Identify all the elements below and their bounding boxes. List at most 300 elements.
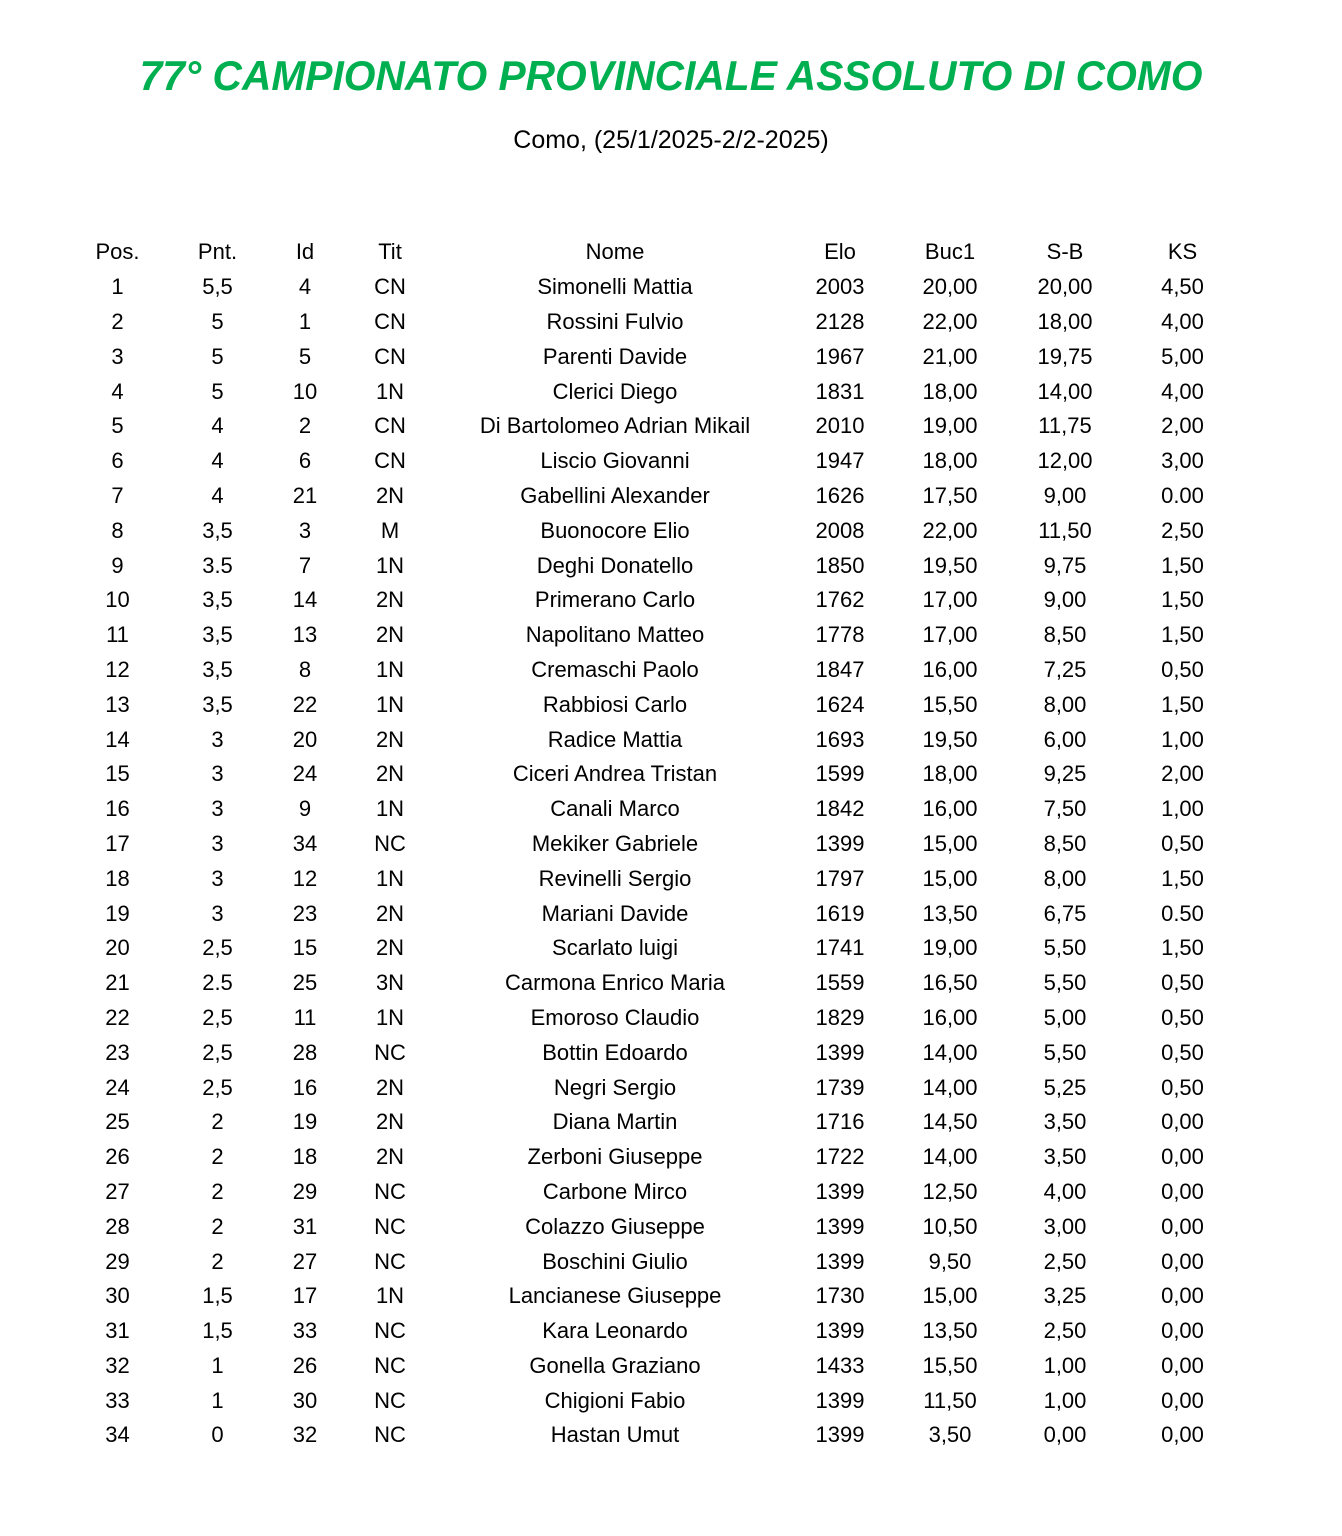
cell-id: 33 (292, 1318, 318, 1344)
cell-sb: 9,25 (1043, 761, 1087, 787)
cell-pnt: 3 (211, 761, 224, 787)
table-row (65, 1105, 1250, 1140)
cell-nome: Diana Martin (552, 1109, 678, 1135)
cell-buc1: 22,00 (922, 308, 978, 334)
cell-tit: CN (374, 274, 406, 300)
cell-tit: 2N (375, 726, 405, 752)
cell-nome: Parenti Davide (542, 343, 688, 369)
cell-pnt: 3 (211, 796, 224, 822)
cell-pnt: 4 (211, 413, 224, 439)
cell-elo: 1693 (815, 726, 865, 752)
cell-pos: 16 (105, 796, 130, 822)
page-title: 77° CAMPIONATO PROVINCIALE ASSOLUTO DI COMO (139, 52, 1203, 99)
cell-pnt: 1,5 (202, 1283, 233, 1309)
cell-nome: Boschini Giulio (542, 1248, 688, 1274)
cell-tit: NC (374, 1178, 406, 1204)
cell-nome: Bottin Edoardo (542, 1039, 688, 1065)
cell-id: 16 (292, 1074, 318, 1100)
cell-elo: 1599 (815, 761, 865, 787)
table-row (65, 409, 1250, 444)
table-row (65, 305, 1250, 340)
cell-buc1: 12,50 (922, 1178, 978, 1204)
cell-id: 17 (292, 1283, 318, 1309)
cell-sb: 9,00 (1043, 587, 1087, 613)
cell-buc1: 14,50 (922, 1109, 978, 1135)
cell-elo: 1847 (815, 656, 865, 682)
table-row (65, 1314, 1250, 1349)
cell-pnt: 3 (211, 900, 224, 926)
cell-pnt: 2 (211, 1109, 224, 1135)
cell-nome: Rossini Fulvio (546, 308, 684, 334)
cell-buc1: 16,50 (922, 970, 978, 996)
cell-pos: 31 (105, 1318, 130, 1344)
cell-ks: 5,00 (1161, 343, 1204, 369)
cell-buc1: 3,50 (928, 1422, 972, 1448)
cell-buc1: 21,00 (922, 343, 978, 369)
event-location-dates: Como, (25/1/2025-2/2-2025) (513, 126, 829, 154)
cell-pnt: 3,5 (202, 622, 233, 648)
cell-pos: 26 (105, 1144, 130, 1170)
cell-tit: NC (374, 830, 406, 856)
cell-sb: 5,50 (1043, 970, 1087, 996)
cell-nome: Chigioni Fabio (544, 1387, 686, 1413)
cell-pos: 7 (111, 482, 124, 508)
cell-id: 13 (292, 622, 318, 648)
cell-pnt: 4 (211, 482, 224, 508)
cell-nome: Kara Leonardo (542, 1318, 688, 1344)
cell-pos: 11 (106, 622, 129, 648)
cell-sb: 5,25 (1043, 1074, 1087, 1100)
column-header-id: Id (295, 239, 315, 265)
cell-pnt: 3 (211, 830, 224, 856)
cell-pnt: 1 (211, 1352, 224, 1378)
cell-sb: 11,75 (1038, 413, 1092, 439)
cell-id: 32 (292, 1422, 318, 1448)
cell-pnt: 2 (211, 1213, 224, 1239)
table-row (65, 687, 1250, 722)
cell-pnt: 3,5 (202, 656, 233, 682)
cell-sb: 8,50 (1043, 830, 1087, 856)
cell-nome: Di Bartolomeo Adrian Mikail (479, 413, 751, 439)
cell-tit: 2N (375, 1144, 405, 1170)
table-row (65, 513, 1250, 548)
cell-pos: 10 (105, 587, 130, 613)
cell-ks: 0,00 (1161, 1387, 1204, 1413)
cell-pos: 13 (105, 691, 130, 717)
cell-tit: 2N (375, 1109, 405, 1135)
standings-table-header (65, 235, 1250, 270)
cell-tit: 2N (375, 622, 405, 648)
cell-elo: 1559 (815, 970, 865, 996)
cell-ks: 0,00 (1161, 1283, 1204, 1309)
cell-pnt: 3 (211, 865, 224, 891)
header-row (65, 235, 1250, 270)
cell-nome: Napolitano Matteo (525, 622, 705, 648)
cell-elo: 1842 (815, 796, 865, 822)
table-row (65, 896, 1250, 931)
cell-id: 1 (298, 308, 312, 334)
cell-ks: 0,50 (1161, 830, 1204, 856)
cell-tit: CN (374, 413, 406, 439)
cell-sb: 5,50 (1043, 1039, 1087, 1065)
cell-nome: Gabellini Alexander (520, 482, 710, 508)
cell-sb: 11,50 (1038, 517, 1092, 543)
cell-ks: 0,00 (1161, 1248, 1204, 1274)
cell-nome: Primerano Carlo (534, 587, 696, 613)
cell-pos: 22 (105, 1004, 130, 1030)
cell-pnt: 2 (211, 1144, 224, 1170)
cell-pnt: 2,5 (202, 1074, 233, 1100)
cell-pos: 12 (105, 656, 130, 682)
cell-ks: 0,50 (1161, 1039, 1204, 1065)
cell-id: 21 (292, 482, 318, 508)
cell-nome: Deghi Donatello (536, 552, 694, 578)
cell-elo: 1433 (815, 1352, 865, 1378)
cell-tit: NC (374, 1039, 406, 1065)
cell-buc1: 18,00 (922, 378, 978, 404)
table-row (65, 722, 1250, 757)
cell-nome: Canali Marco (550, 796, 680, 822)
table-row (65, 1070, 1250, 1105)
cell-ks: 0,00 (1161, 1213, 1204, 1239)
table-row (65, 792, 1250, 827)
column-header-nome: Nome (585, 239, 645, 265)
cell-elo: 1730 (815, 1283, 865, 1309)
table-row (65, 444, 1250, 479)
cell-id: 24 (292, 761, 318, 787)
cell-nome: Mariani Davide (541, 900, 689, 926)
cell-elo: 1831 (815, 378, 865, 404)
cell-nome: Simonelli Mattia (537, 274, 693, 300)
cell-nome: Radice Mattia (547, 726, 683, 752)
cell-ks: 0,50 (1161, 970, 1204, 996)
cell-ks: 1,50 (1161, 691, 1204, 717)
cell-id: 27 (292, 1248, 318, 1274)
cell-pos: 29 (105, 1248, 130, 1274)
table-row (65, 827, 1250, 862)
cell-tit: CN (374, 308, 406, 334)
cell-elo: 1829 (815, 1004, 865, 1030)
cell-tit: CN (374, 343, 406, 369)
cell-elo: 1399 (815, 1213, 865, 1239)
cell-ks: 0,00 (1161, 1109, 1204, 1135)
cell-sb: 8,00 (1043, 691, 1087, 717)
cell-elo: 2010 (815, 413, 865, 439)
cell-pos: 25 (105, 1109, 130, 1135)
cell-id: 14 (292, 587, 318, 613)
cell-sb: 3,50 (1043, 1144, 1087, 1170)
cell-pos: 32 (105, 1352, 130, 1378)
cell-nome: Negri Sergio (553, 1074, 677, 1100)
cell-ks: 1,00 (1161, 726, 1204, 752)
cell-pnt: 3,5 (202, 587, 233, 613)
table-row (65, 1244, 1250, 1279)
cell-buc1: 11,50 (923, 1387, 977, 1413)
column-header-ks: KS (1167, 239, 1198, 265)
cell-tit: NC (374, 1352, 406, 1378)
cell-elo: 1399 (815, 830, 865, 856)
column-header-buc1: Buc1 (924, 239, 976, 265)
table-row (65, 1418, 1250, 1453)
cell-sb: 2,50 (1043, 1318, 1087, 1344)
cell-pnt: 3,5 (202, 517, 233, 543)
cell-tit: NC (374, 1422, 406, 1448)
table-row (65, 1279, 1250, 1314)
cell-elo: 1778 (815, 622, 865, 648)
cell-sb: 0,00 (1043, 1422, 1087, 1448)
cell-pos: 4 (111, 378, 124, 404)
cell-nome: Carmona Enrico Maria (504, 970, 726, 996)
cell-buc1: 13,50 (922, 900, 978, 926)
cell-buc1: 20,00 (922, 274, 978, 300)
cell-pnt: 1 (211, 1387, 224, 1413)
cell-pnt: 5 (211, 378, 224, 404)
cell-id: 34 (292, 830, 318, 856)
table-row (65, 1140, 1250, 1175)
cell-sb: 5,00 (1043, 1004, 1087, 1030)
cell-tit: CN (374, 448, 406, 474)
cell-nome: Clerici Diego (552, 378, 678, 404)
cell-tit: NC (374, 1387, 406, 1413)
cell-tit: 1N (375, 796, 405, 822)
cell-id: 9 (298, 796, 312, 822)
cell-pos: 5 (111, 413, 124, 439)
cell-id: 10 (292, 378, 318, 404)
cell-elo: 1399 (815, 1178, 865, 1204)
cell-elo: 1850 (815, 552, 865, 578)
cell-tit: 1N (375, 1004, 405, 1030)
table-row (65, 1175, 1250, 1210)
cell-ks: 0,00 (1161, 1144, 1204, 1170)
cell-buc1: 14,00 (922, 1039, 978, 1065)
cell-ks: 0,00 (1161, 1352, 1204, 1378)
cell-pnt: 5 (211, 308, 224, 334)
cell-buc1: 16,00 (922, 796, 978, 822)
cell-ks: 2,00 (1161, 761, 1204, 787)
cell-sb: 9,75 (1043, 552, 1087, 578)
cell-ks: 1,50 (1161, 865, 1204, 891)
cell-pnt: 2,5 (202, 935, 233, 961)
table-row (65, 653, 1250, 688)
cell-pos: 23 (105, 1039, 130, 1065)
cell-elo: 1741 (815, 935, 865, 961)
cell-pos: 8 (111, 517, 124, 543)
cell-pos: 14 (105, 726, 130, 752)
cell-id: 15 (292, 935, 318, 961)
cell-elo: 2003 (815, 274, 865, 300)
cell-id: 26 (292, 1352, 318, 1378)
cell-id: 18 (292, 1144, 318, 1170)
cell-elo: 1947 (815, 448, 865, 474)
cell-pos: 27 (105, 1178, 130, 1204)
cell-id: 11 (293, 1004, 317, 1030)
cell-sb: 5,50 (1043, 935, 1087, 961)
cell-elo: 2008 (815, 517, 865, 543)
cell-sb: 19,75 (1037, 343, 1093, 369)
cell-ks: 0.00 (1161, 482, 1204, 508)
cell-id: 12 (292, 865, 318, 891)
cell-nome: Zerboni Giuseppe (527, 1144, 703, 1170)
cell-tit: 2N (375, 761, 405, 787)
cell-ks: 3,00 (1161, 448, 1204, 474)
column-header-elo: Elo (824, 239, 856, 265)
cell-elo: 1716 (815, 1109, 865, 1135)
column-header-tit: Tit (378, 239, 402, 265)
cell-pnt: 3,5 (202, 691, 233, 717)
cell-sb: 3,50 (1043, 1109, 1087, 1135)
cell-buc1: 16,00 (922, 1004, 978, 1030)
cell-buc1: 17,50 (922, 482, 978, 508)
table-row (65, 374, 1250, 409)
cell-buc1: 17,00 (922, 622, 978, 648)
cell-tit: 1N (375, 865, 405, 891)
cell-elo: 1399 (815, 1387, 865, 1413)
cell-ks: 0,50 (1161, 656, 1204, 682)
cell-tit: NC (374, 1213, 406, 1239)
cell-buc1: 19,50 (922, 726, 978, 752)
cell-pos: 1 (111, 274, 124, 300)
cell-nome: Scarlato luigi (552, 935, 678, 961)
cell-sb: 4,00 (1043, 1178, 1087, 1204)
cell-pos: 19 (105, 900, 130, 926)
cell-pnt: 0 (211, 1422, 224, 1448)
cell-tit: NC (374, 1248, 406, 1274)
column-header-sb: S-B (1046, 239, 1084, 265)
cell-id: 23 (292, 900, 318, 926)
column-header-pnt: Pnt. (197, 239, 238, 265)
table-row (65, 583, 1250, 618)
table-row (65, 479, 1250, 514)
cell-buc1: 18,00 (922, 761, 978, 787)
cell-id: 3 (298, 517, 312, 543)
cell-ks: 1,50 (1161, 552, 1204, 578)
cell-tit: 1N (375, 1283, 405, 1309)
cell-elo: 1739 (815, 1074, 865, 1100)
cell-buc1: 13,50 (922, 1318, 978, 1344)
cell-id: 7 (298, 552, 312, 578)
cell-nome: Revinelli Sergio (538, 865, 692, 891)
cell-pos: 9 (111, 552, 124, 578)
cell-pos: 18 (105, 865, 130, 891)
cell-tit: 3N (375, 970, 405, 996)
cell-pnt: 2 (211, 1178, 224, 1204)
cell-buc1: 14,00 (922, 1074, 978, 1100)
cell-nome: Carbone Mirco (542, 1178, 688, 1204)
cell-ks: 1,00 (1161, 796, 1204, 822)
cell-ks: 1,50 (1161, 622, 1204, 648)
cell-sb: 2,50 (1043, 1248, 1087, 1274)
cell-sb: 6,00 (1043, 726, 1087, 752)
table-row (65, 339, 1250, 374)
cell-buc1: 14,00 (922, 1144, 978, 1170)
cell-elo: 1967 (815, 343, 865, 369)
cell-sb: 7,50 (1043, 796, 1087, 822)
cell-buc1: 19,00 (922, 413, 978, 439)
cell-buc1: 15,00 (922, 1283, 978, 1309)
table-row (65, 1383, 1250, 1418)
cell-pos: 20 (105, 935, 130, 961)
table-row (65, 931, 1250, 966)
cell-id: 28 (292, 1039, 318, 1065)
table-row (65, 861, 1250, 896)
cell-sb: 6,75 (1043, 900, 1087, 926)
cell-tit: 1N (375, 691, 405, 717)
cell-pos: 6 (111, 448, 124, 474)
cell-id: 19 (292, 1109, 318, 1135)
cell-pnt: 1,5 (202, 1318, 233, 1344)
cell-elo: 1619 (815, 900, 865, 926)
column-header-pos: Pos. (95, 239, 140, 265)
cell-id: 8 (298, 656, 312, 682)
table-row (65, 1001, 1250, 1036)
cell-elo: 1399 (815, 1039, 865, 1065)
cell-buc1: 17,00 (922, 587, 978, 613)
cell-pnt: 4 (211, 448, 224, 474)
cell-ks: 0,00 (1161, 1422, 1204, 1448)
cell-pnt: 2 (211, 1248, 224, 1274)
cell-pnt: 5,5 (202, 274, 233, 300)
cell-sb: 1,00 (1043, 1352, 1087, 1378)
cell-ks: 2,50 (1161, 517, 1204, 543)
cell-id: 20 (292, 726, 318, 752)
cell-elo: 1797 (815, 865, 865, 891)
cell-pos: 24 (105, 1074, 130, 1100)
table-row (65, 1035, 1250, 1070)
cell-buc1: 9,50 (928, 1248, 972, 1274)
cell-nome: Colazzo Giuseppe (525, 1213, 705, 1239)
cell-ks: 2,00 (1161, 413, 1204, 439)
cell-elo: 1399 (815, 1248, 865, 1274)
cell-buc1: 15,00 (922, 865, 978, 891)
cell-sb: 8,50 (1043, 622, 1087, 648)
cell-buc1: 10,50 (922, 1213, 978, 1239)
cell-sb: 20,00 (1037, 274, 1093, 300)
cell-tit: 2N (375, 900, 405, 926)
cell-pnt: 2,5 (202, 1004, 233, 1030)
cell-pnt: 5 (211, 343, 224, 369)
cell-elo: 1762 (815, 587, 865, 613)
cell-ks: 0.50 (1161, 900, 1204, 926)
table-row (65, 618, 1250, 653)
cell-nome: Emoroso Claudio (530, 1004, 700, 1030)
cell-pos: 28 (105, 1213, 130, 1239)
cell-ks: 0,50 (1161, 1004, 1204, 1030)
cell-sb: 18,00 (1037, 308, 1093, 334)
cell-id: 30 (292, 1387, 318, 1413)
cell-sb: 9,00 (1043, 482, 1087, 508)
cell-nome: Mekiker Gabriele (531, 830, 699, 856)
cell-buc1: 18,00 (922, 448, 978, 474)
cell-tit: 1N (375, 656, 405, 682)
table-row (65, 1349, 1250, 1384)
cell-buc1: 19,00 (922, 935, 978, 961)
table-row (65, 548, 1250, 583)
cell-buc1: 15,50 (922, 1352, 978, 1378)
cell-pnt: 3 (211, 726, 224, 752)
cell-buc1: 19,50 (922, 552, 978, 578)
cell-buc1: 15,50 (922, 691, 978, 717)
cell-sb: 3,00 (1043, 1213, 1087, 1239)
cell-tit: M (380, 517, 400, 543)
table-row (65, 1209, 1250, 1244)
cell-sb: 12,00 (1037, 448, 1093, 474)
cell-ks: 4,50 (1161, 274, 1204, 300)
table-row (65, 757, 1250, 792)
cell-pos: 34 (105, 1422, 130, 1448)
cell-id: 6 (298, 448, 312, 474)
cell-id: 22 (292, 691, 318, 717)
cell-tit: 2N (375, 1074, 405, 1100)
